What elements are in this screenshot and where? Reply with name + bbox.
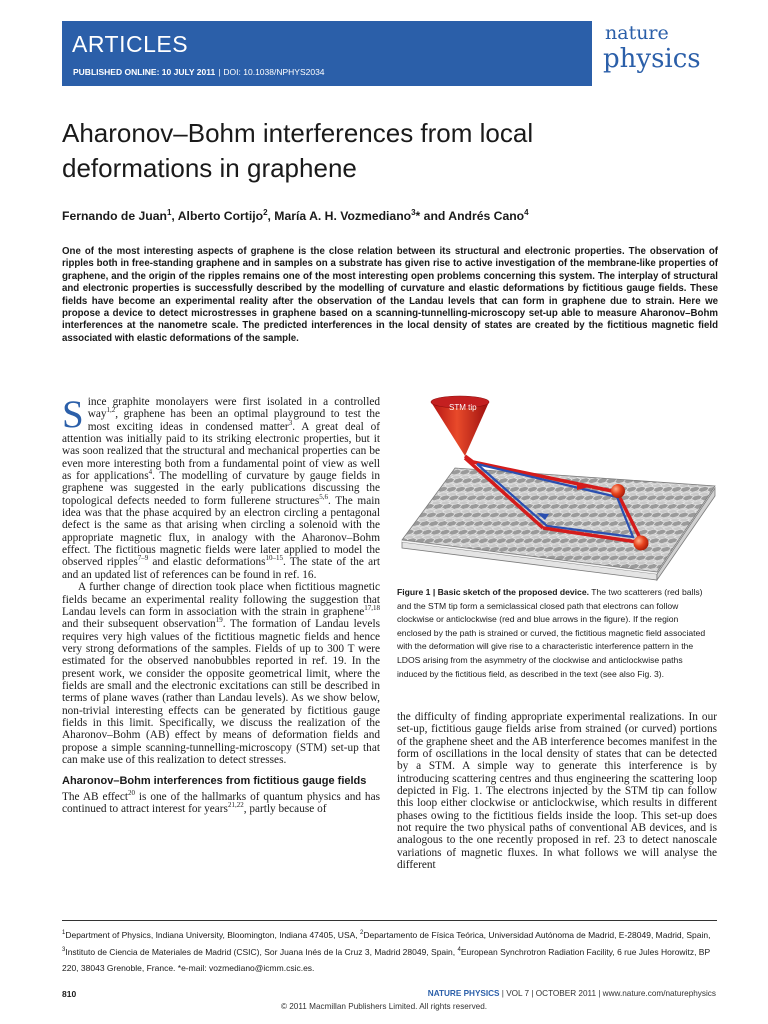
footnote-rule (62, 920, 717, 921)
affiliation-marker: 1 (166, 208, 172, 217)
affiliation-marker: 2 (263, 208, 268, 217)
author-name: Alberto Cortijo (177, 209, 264, 224)
drop-cap: S (62, 393, 84, 436)
citation-superscript: 19 (215, 616, 223, 625)
author-name: Fernando de Juan (62, 209, 167, 224)
doi: DOI: 10.1038/NPHYS2034 (223, 67, 325, 77)
copyright: © 2011 Macmillan Publishers Limited. All rights reserved. (280, 1002, 488, 1011)
paragraph-3: The AB effect$^{20}$ is one of the hallmarks of quantum physics and has continued to attract interest for years$^{21,22}$, partly because of (62, 788, 380, 815)
logo-line-physics: physics (603, 44, 701, 74)
paragraph-intro: Since graphite monolayers were first isolated in a controlled way$^{1,2}$, graphene has been an optimal playground to test the most exciting ideas in condensed matter$^3$. A great deal of attention was initially paid to its striking electronic properties, but it was soon realized that the structural and mechanical properties can be even more interesting both from a fundamental point of view as well as for applications$^4$. The modelling of curvature by gauge fields in graphene was suggested in the early publications discussing the topological defects needed to form fullerene structures$^{5,6}$. The main idea was that the phase acquired by an electron circling a pentagonal defect is the same as that arising when circling a solenoid with the appropriate magnetic flux, in analogy with the Aharonov–Bohm effect. The fictitious magnetic fields were later applied to model the observed ripples$^{7-9}$ and elastic deformations$^{10-15}$. The state of the art and an updated list of references can be found in ref. 16. (62, 393, 381, 581)
affiliation-marker: 3 (411, 208, 416, 217)
author-name: María A. H. Vozmediano (274, 209, 412, 224)
figure-caption (397, 586, 715, 681)
section-label: ARTICLES (72, 31, 189, 57)
abstract: One of the most interesting aspects of graphene is the close relation between its structural and electronic properties. The observation of ripples both in free-standing graphene and in samples on a substrate has given rise to active investigation of the membrane-like properties of graphene, and the origin of the ripples remains one of the most interesting open problems concerning this system. The interplay of structural and electronic properties is successfully described by the modelling of curvature and elastic deformations by fictitious gauge fields. These fields have become an experimental reality after the observation of the Landau levels that can form in graphene due to strain. Here we propose a device to detect microstresses in graphene based on a scanning-tunnelling-microscopy set-up able to measure Aharonov–Bohm interferences at the nanometre scale. The predicted interferences in the local density of states are created by the fictitious magnetic field associated with elastic deformations of the sample. (62, 246, 718, 344)
paragraph-2: A further change of direction took place when fictitious magnetic fields became an experimental reality following the suggestion that Landau levels can form in association with the strain in graphene$^{17,18}$ and their subsequent observation$^{19}$. The formation of Landau levels requires very high values of the fictitious magnetic fields and hence very strong deformations of the samples. Fields of up to 300 T were estimated for the observed nanobubbles reported in ref. 19. In the present work, we consider the opposite geometrical limit, where the fields are small and the electronic excitations can still be described in terms of plane waves (rather than Landau levels). As we show below, non-trivial interesting effects can be generated by fictitious gauge fields in this limit. Specifically, we discuss the realization of the Aharonov–Bohm (AB) effect by means of deformation fields and propose a simple scanning-tunnelling-microscopy (STM) set-up that can make use of this realization to detect stresses. (62, 581, 380, 766)
citation-superscript: 4 (457, 947, 461, 954)
published-date: PUBLISHED ONLINE: 10 JULY 2011 (73, 67, 216, 77)
citation-superscript: 5,6 (319, 492, 329, 501)
citation-superscript: 7–9 (137, 554, 149, 563)
citation-superscript: 17,18 (364, 604, 380, 613)
affiliation-marker: 4 (524, 208, 529, 217)
body-left-column (62, 393, 381, 815)
issue-info: | VOL 7 | OCTOBER 2011 | www.nature.com/naturephysics (499, 989, 716, 998)
citation-superscript: 21,22 (227, 801, 244, 810)
stm-tip-label: STM tip (449, 403, 477, 412)
figure-1 (397, 392, 719, 582)
page-number: 810 (62, 989, 77, 999)
pub-separator: | (218, 67, 221, 77)
citation-superscript: 3 (288, 418, 293, 427)
citation-superscript: 2 (360, 930, 364, 936)
section-header-bar (62, 21, 592, 86)
logo-line-nature: nature (605, 22, 669, 44)
citation-superscript: 1 (62, 930, 66, 936)
caption-text: The two scatterers (red balls) and the STM tip form a semiclassical closed path that electrons can follow clockwise or anticlockwise (red and blue arrows in the figure). If the region enclosed by the path is strained or curved, the fictitious magnetic field associated with the deformation will give rise to a characteristic interference pattern in the LDOS arising from the asymmetry of the clockwise and anticlockwise paths induced by the fictitious field, as described in the text (see also Fig. 3). (397, 587, 706, 679)
body-right-column (397, 711, 717, 871)
citation-superscript: 10–15 (265, 554, 284, 563)
journal-logo (601, 22, 705, 84)
citation-superscript: 20 (127, 788, 135, 797)
caption-label: Figure 1 | Basic sketch of the proposed device. (397, 587, 589, 597)
author-name: Andrés Cano (448, 209, 525, 224)
affiliations-footnote: $^1$Department of Physics, Indiana University, Bloomington, Indiana 47405, USA, $^2$Departamento de Física Teórica, Universidad Autónoma de Madrid, E-28049, Madrid, Spain, $^3$Instituto de Ciencia de Materiales de Madrid (CSIC), Sor Juana Inés de la Cruz 3, Madrid 28049, Spain, $^4$European Synchrotron Radiation Facility, 6 rue Jules Horowitz, BP 220, 38043 Grenoble, France. *e-mail: vozmediano@icmm.csic.es. (62, 929, 711, 973)
section-heading: Aharonov–Bohm interferences from fictitious gauge fields (62, 775, 367, 788)
citation-superscript: 3 (62, 947, 66, 954)
journal-name: NATURE PHYSICS (427, 989, 500, 998)
author-list: Fernando de Juan$^1$, Alberto Cortijo$^2$, María A. H. Vozmediano$^3$* and Andrés Cano$^4$ (62, 208, 529, 224)
publication-info (73, 67, 325, 77)
article-title: Aharonov–Bohm interferences from local deformations in graphene (62, 118, 534, 183)
citation-superscript: 4 (148, 468, 153, 477)
journal-footer (428, 989, 716, 998)
paragraph-4: the difficulty of finding appropriate experimental realizations. In our set-up, fictitious gauge fields arise from strained (or curved) portions of the graphene sheet and the AB interference becomes manifest in the form of oscillations in the local density of states that can be detected by a STM. A simple way to generate this interference is by introducing scattering centres and thus engineering the scattering loop depicted in Fig. 1. The electrons injected by the STM tip can follow this loop either clockwise or anticlockwise, which results in different phases owing to the fictitious fields inside the loop. This set-up does not require the two physical paths of conventional AB devices, and is analogous to the one recently proposed in ref. 23 to detect nanoscale variations of magnetic fluxes. In what follows we will analyse the different (397, 711, 717, 872)
citation-superscript: 1,2 (106, 406, 116, 415)
device-sketch-illustration (397, 392, 719, 582)
